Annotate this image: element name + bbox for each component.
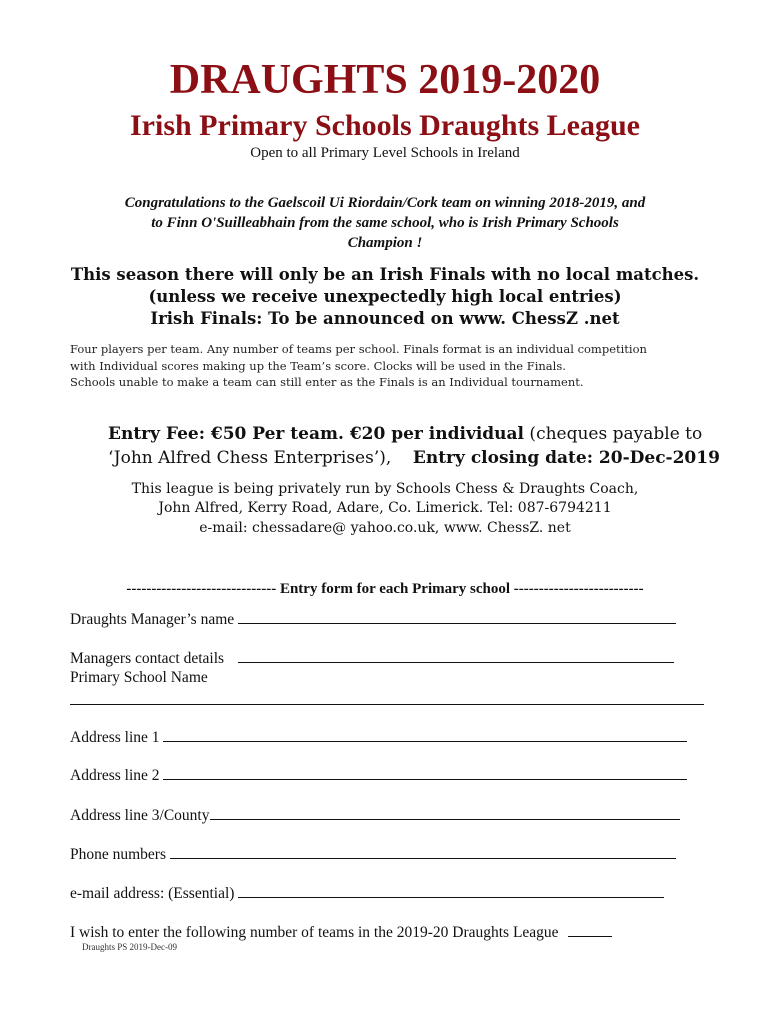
congrats-line-3: Champion !: [347, 235, 423, 251]
details-line-1: Four players per team. Any number of teams per school. Finals format is an individual competition: [70, 342, 647, 356]
open-line: Open to all Primary Level Schools in Ireland: [250, 145, 520, 161]
school-name-label: Primary School Name: [70, 669, 208, 686]
phone-field[interactable]: [70, 845, 676, 865]
teams-line[interactable]: [568, 924, 612, 937]
address2-field[interactable]: [70, 766, 687, 786]
phone-line[interactable]: [170, 846, 676, 859]
cheques-note: (cheques payable to: [524, 424, 703, 444]
email-field[interactable]: [70, 884, 664, 904]
organiser-line-1: This league is being privately run by Schools Chess & Draughts Coach,: [131, 481, 639, 497]
address3-line[interactable]: [210, 807, 680, 820]
payee: ‘John Alfred Chess Enterprises’),: [108, 448, 392, 468]
manager-name-line[interactable]: [238, 611, 676, 624]
address2-label: Address line 2: [70, 767, 160, 784]
page-title: DRAUGHTS 2019-2020: [169, 57, 601, 103]
organiser-line-2: John Alfred, Kerry Road, Adare, Co. Limerick. Tel: 087-6794211: [158, 500, 612, 516]
address1-field[interactable]: [70, 728, 687, 748]
address1-label: Address line 1: [70, 729, 160, 746]
manager-name-label: Draughts Manager’s name: [70, 611, 235, 628]
email-line[interactable]: [238, 885, 664, 898]
email-label: e-mail address: (Essential): [70, 885, 235, 902]
manager-name-field[interactable]: [70, 610, 676, 630]
phone-label: Phone numbers: [70, 846, 167, 863]
season-line-3: Irish Finals: To be announced on www. ChessZ .net: [150, 309, 620, 328]
manager-contact-label: Managers contact details: [70, 650, 225, 667]
details-line-2: with Individual scores making up the Team’s score. Clocks will be used in the Finals.: [70, 359, 566, 373]
manager-contact-line[interactable]: [238, 650, 674, 663]
address3-label: Address line 3/County: [70, 807, 210, 824]
address2-line[interactable]: [163, 767, 687, 780]
details-line-3: Schools unable to make a team can still enter as the Finals is an Individual tournament.: [70, 375, 584, 389]
teams-field[interactable]: [70, 923, 612, 943]
season-line-2: (unless we receive unexpectedly high local entries): [148, 287, 622, 306]
closing-date: Entry closing date: 20-Dec-2019: [412, 448, 720, 468]
entry-fee: Entry Fee: €50 Per team. €20 per individual: [108, 424, 525, 444]
organiser-line-3: e-mail: chessadare@ yahoo.co.uk, www. ChessZ. net: [199, 520, 571, 536]
congrats-line-2: to Finn O'Suilleabhain from the same school, who is Irish Primary Schools: [151, 215, 619, 231]
manager-contact-field[interactable]: [70, 649, 674, 669]
payee-line: [108, 447, 720, 469]
teams-label: I wish to enter the following number of teams in the 2019-20 Draughts League: [70, 924, 559, 941]
season-line-1: This season there will only be an Irish Finals with no local matches.: [70, 265, 700, 284]
school-name-line[interactable]: [70, 692, 704, 705]
footer-note: Draughts PS 2019-Dec-09: [82, 942, 177, 952]
congrats-line-1: Congratulations to the Gaelscoil Ui Riordain/Cork team on winning 2018-2019, and: [124, 195, 646, 211]
address3-field[interactable]: [70, 806, 680, 826]
form-heading: ------------------------------ Entry form for each Primary school --------------------------: [126, 581, 644, 597]
entry-fee-line: [108, 423, 702, 445]
address1-line[interactable]: [163, 729, 687, 742]
page-subtitle: Irish Primary Schools Draughts League: [130, 109, 640, 142]
